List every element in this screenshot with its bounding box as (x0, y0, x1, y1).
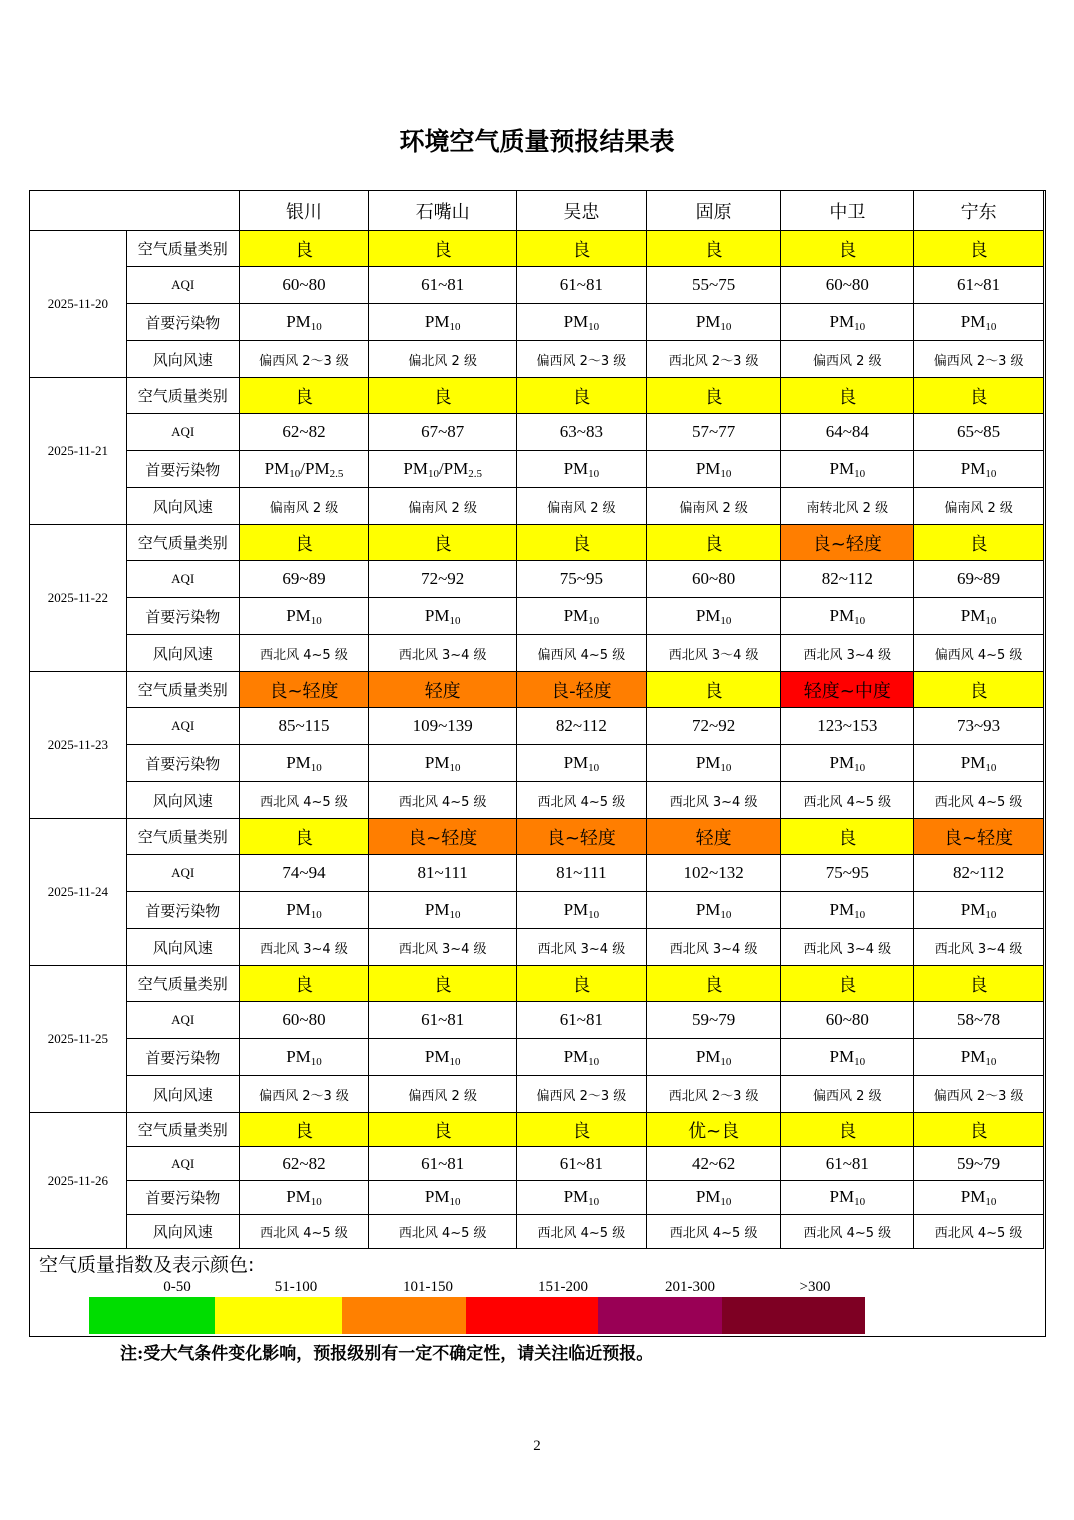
pollutant-cell: $PM_{10}$ (517, 304, 647, 341)
category-cell: 良 (369, 231, 517, 267)
aqi-cell: 59~79 (646, 1002, 781, 1039)
forecast-table-frame (29, 190, 1046, 1337)
aqi-cell: 64~84 (781, 414, 914, 451)
legend-color-swatch (466, 1297, 598, 1334)
pollutant-cell: $PM_{10}$ (369, 598, 517, 635)
aqi-cell: 61~81 (517, 1002, 647, 1039)
aqi-cell: 42~62 (646, 1147, 781, 1181)
wind-cell: 偏南风 2 级 (239, 488, 369, 525)
pollutant-cell: $PM_{10}$ (517, 745, 647, 782)
category-cell: 良 (781, 231, 914, 267)
category-cell: 良 (914, 1113, 1044, 1147)
pollutant-cell: $PM_{10}$ (781, 745, 914, 782)
row-label-category: 空气质量类别 (126, 378, 239, 414)
wind-cell: 西北风 4~5 级 (646, 1215, 781, 1249)
wind-cell: 西北风 4~5 级 (239, 635, 369, 672)
wind-cell: 偏西风 2 级 (781, 341, 914, 378)
row-pollutant (30, 451, 1044, 488)
pollutant-cell: $PM_{10}$ (369, 892, 517, 929)
row-wind (30, 1215, 1044, 1249)
forecast-date: 2025-11-23 (30, 672, 127, 819)
aqi-cell: 61~81 (781, 1147, 914, 1181)
row-label-aqi: AQI (126, 267, 239, 304)
aqi-cell: 57~77 (646, 414, 781, 451)
row-label-wind: 风向风速 (126, 929, 239, 966)
row-label-wind: 风向风速 (126, 635, 239, 672)
wind-cell: 西北风 4~5 级 (239, 1215, 369, 1249)
aqi-cell: 85~115 (239, 708, 369, 745)
row-category (30, 378, 1044, 414)
aqi-cell: 72~92 (646, 708, 781, 745)
legend-color-swatch (722, 1297, 865, 1334)
pollutant-cell: $PM_{10}$ (914, 1181, 1044, 1215)
wind-cell: 西北风 3~4 级 (646, 782, 781, 819)
legend-range-label: 101-150 (403, 1279, 453, 1295)
row-label-wind: 风向风速 (126, 1215, 239, 1249)
wind-cell: 南转北风 2 级 (781, 488, 914, 525)
wind-cell: 西北风 4~5 级 (517, 782, 647, 819)
category-cell: 良 (239, 1113, 369, 1147)
wind-cell: 西北风 4~5 级 (369, 782, 517, 819)
wind-cell: 西北风 3~4 级 (781, 929, 914, 966)
legend-title: 空气质量指数及表示颜色: (39, 1254, 255, 1276)
row-aqi (30, 855, 1044, 892)
aqi-cell: 74~94 (239, 855, 369, 892)
row-label-aqi: AQI (126, 708, 239, 745)
pollutant-cell: $PM_{10}$ (646, 304, 781, 341)
aqi-cell: 61~81 (369, 1002, 517, 1039)
row-aqi (30, 1147, 1044, 1181)
row-label-aqi: AQI (126, 855, 239, 892)
aqi-cell: 102~132 (646, 855, 781, 892)
aqi-cell: 69~89 (239, 561, 369, 598)
aqi-cell: 62~82 (239, 414, 369, 451)
city-header: 石嘴山 (369, 191, 517, 231)
row-label-category: 空气质量类别 (126, 525, 239, 561)
pollutant-cell: $PM_{10}/PM_{2.5}$ (369, 451, 517, 488)
wind-cell: 西北风 3~4 级 (781, 635, 914, 672)
row-label-category: 空气质量类别 (126, 966, 239, 1002)
row-label-aqi: AQI (126, 1147, 239, 1181)
row-wind (30, 635, 1044, 672)
wind-cell: 偏西风 4~5 级 (517, 635, 647, 672)
row-pollutant (30, 1181, 1044, 1215)
aqi-cell: 61~81 (517, 267, 647, 304)
pollutant-cell: $PM_{10}$ (781, 304, 914, 341)
pollutant-cell: $PM_{10}$ (239, 598, 369, 635)
aqi-cell: 82~112 (781, 561, 914, 598)
wind-cell: 西北风 4~5 级 (369, 1215, 517, 1249)
category-cell: 轻度 (369, 672, 517, 708)
category-cell: 良 (646, 525, 781, 561)
city-header: 固原 (646, 191, 781, 231)
aqi-cell: 60~80 (239, 1002, 369, 1039)
category-cell: 良 (646, 378, 781, 414)
wind-cell: 偏西风 2 级 (781, 1076, 914, 1113)
row-wind (30, 488, 1044, 525)
wind-cell: 西北风 3~4 级 (914, 929, 1044, 966)
row-wind (30, 1076, 1044, 1113)
pollutant-cell: $PM_{10}$ (369, 1181, 517, 1215)
row-aqi (30, 708, 1044, 745)
aqi-cell: 72~92 (369, 561, 517, 598)
category-cell: 良 (781, 1113, 914, 1147)
row-label-pollutant: 首要污染物 (126, 1181, 239, 1215)
category-cell: 良 (646, 231, 781, 267)
pollutant-cell: $PM_{10}$ (914, 598, 1044, 635)
pollutant-cell: $PM_{10}$ (781, 1039, 914, 1076)
pollutant-cell: $PM_{10}$ (781, 892, 914, 929)
wind-cell: 西北风 4~5 级 (239, 782, 369, 819)
city-header: 银川 (239, 191, 369, 231)
row-category (30, 1113, 1044, 1147)
aqi-cell: 109~139 (369, 708, 517, 745)
pollutant-cell: $PM_{10}$ (369, 745, 517, 782)
category-cell: 良~轻度 (239, 672, 369, 708)
pollutant-cell: $PM_{10}$ (369, 1039, 517, 1076)
row-category (30, 672, 1044, 708)
page-number: 2 (533, 1438, 541, 1454)
aqi-cell: 55~75 (646, 267, 781, 304)
wind-cell: 偏北风 2 级 (369, 341, 517, 378)
aqi-cell: 75~95 (781, 855, 914, 892)
row-pollutant (30, 304, 1044, 341)
row-label-wind: 风向风速 (126, 1076, 239, 1113)
row-label-category: 空气质量类别 (126, 819, 239, 855)
wind-cell: 西北风 4~5 级 (914, 782, 1044, 819)
aqi-cell: 60~80 (646, 561, 781, 598)
wind-cell: 西北风 4~5 级 (781, 782, 914, 819)
forecast-note: 注:受大气条件变化影响，预报级别有一定不确定性，请关注临近预报。 (120, 1344, 654, 1364)
aqi-cell: 60~80 (239, 267, 369, 304)
category-cell: 良 (646, 966, 781, 1002)
wind-cell: 偏南风 2 级 (646, 488, 781, 525)
legend-color-swatch (598, 1297, 722, 1334)
pollutant-cell: $PM_{10}$ (646, 598, 781, 635)
row-aqi (30, 267, 1044, 304)
forecast-date: 2025-11-22 (30, 525, 127, 672)
category-cell: 良 (239, 525, 369, 561)
category-cell: 良 (517, 525, 647, 561)
row-label-wind: 风向风速 (126, 341, 239, 378)
city-header: 吴忠 (517, 191, 647, 231)
row-label-aqi: AQI (126, 414, 239, 451)
city-header: 中卫 (781, 191, 914, 231)
wind-cell: 偏西风 2 级 (369, 1076, 517, 1113)
row-aqi (30, 414, 1044, 451)
row-category (30, 525, 1044, 561)
category-cell: 良~轻度 (369, 819, 517, 855)
forecast-table (29, 190, 1044, 1249)
forecast-date: 2025-11-20 (30, 231, 127, 378)
pollutant-cell: $PM_{10}$ (369, 304, 517, 341)
page-title: 环境空气质量预报结果表 (399, 127, 675, 156)
pollutant-cell: $PM_{10}$ (914, 892, 1044, 929)
pollutant-cell: $PM_{10}$ (646, 1181, 781, 1215)
pollutant-cell: $PM_{10}$ (781, 1181, 914, 1215)
forecast-date: 2025-11-21 (30, 378, 127, 525)
aqi-cell: 63~83 (517, 414, 647, 451)
legend-range-label: 0-50 (163, 1279, 191, 1295)
category-cell: 良 (781, 378, 914, 414)
legend-color-swatch (342, 1297, 466, 1334)
row-aqi (30, 561, 1044, 598)
category-cell: 良-轻度 (517, 672, 647, 708)
pollutant-cell: $PM_{10}$ (914, 304, 1044, 341)
category-cell: 良 (914, 966, 1044, 1002)
aqi-cell: 61~81 (369, 1147, 517, 1181)
aqi-cell: 69~89 (914, 561, 1044, 598)
category-cell: 良 (914, 672, 1044, 708)
header-corner (30, 191, 240, 231)
category-cell: 良 (914, 378, 1044, 414)
wind-cell: 偏西风 2～3 级 (517, 341, 647, 378)
aqi-cell: 61~81 (914, 267, 1044, 304)
wind-cell: 偏南风 2 级 (517, 488, 647, 525)
aqi-cell: 61~81 (369, 267, 517, 304)
aqi-cell: 81~111 (517, 855, 647, 892)
pollutant-cell: $PM_{10}$ (646, 1039, 781, 1076)
row-pollutant (30, 745, 1044, 782)
row-label-pollutant: 首要污染物 (126, 304, 239, 341)
row-pollutant (30, 1039, 1044, 1076)
aqi-cell: 81~111 (369, 855, 517, 892)
wind-cell: 偏西风 4~5 级 (914, 635, 1044, 672)
category-cell: 轻度 (646, 819, 781, 855)
row-label-aqi: AQI (126, 561, 239, 598)
aqi-cell: 75~95 (517, 561, 647, 598)
row-label-wind: 风向风速 (126, 488, 239, 525)
category-cell: 良~轻度 (914, 819, 1044, 855)
aqi-cell: 123~153 (781, 708, 914, 745)
aqi-cell: 61~81 (517, 1147, 647, 1181)
category-cell: 良 (781, 819, 914, 855)
row-wind (30, 341, 1044, 378)
legend-color-swatch (89, 1297, 215, 1334)
category-cell: 良 (517, 966, 647, 1002)
row-label-aqi: AQI (126, 1002, 239, 1039)
aqi-cell: 60~80 (781, 1002, 914, 1039)
wind-cell: 西北风 3~4 级 (369, 929, 517, 966)
pollutant-cell: $PM_{10}$ (239, 304, 369, 341)
aqi-cell: 58~78 (914, 1002, 1044, 1039)
row-pollutant (30, 892, 1044, 929)
category-cell: 良 (369, 966, 517, 1002)
category-cell: 良 (517, 378, 647, 414)
category-cell: 良 (239, 378, 369, 414)
category-cell: 良 (646, 672, 781, 708)
pollutant-cell: $PM_{10}$ (517, 598, 647, 635)
wind-cell: 偏西风 2～3 级 (239, 1076, 369, 1113)
category-cell: 良 (517, 1113, 647, 1147)
forecast-date: 2025-11-25 (30, 966, 127, 1113)
wind-cell: 西北风 3~4 级 (369, 635, 517, 672)
category-cell: 良 (781, 966, 914, 1002)
pollutant-cell: $PM_{10}$ (914, 1039, 1044, 1076)
wind-cell: 西北风 4~5 级 (517, 1215, 647, 1249)
wind-cell: 西北风 3~4 级 (239, 929, 369, 966)
wind-cell: 西北风 4~5 级 (781, 1215, 914, 1249)
wind-cell: 偏西风 2～3 级 (914, 1076, 1044, 1113)
aqi-cell: 67~87 (369, 414, 517, 451)
wind-cell: 西北风 2～3 级 (646, 1076, 781, 1113)
row-pollutant (30, 598, 1044, 635)
pollutant-cell: $PM_{10}$ (517, 1039, 647, 1076)
category-cell: 良 (914, 525, 1044, 561)
row-label-pollutant: 首要污染物 (126, 745, 239, 782)
legend-range-label: 201-300 (665, 1279, 715, 1295)
pollutant-cell: $PM_{10}$ (914, 745, 1044, 782)
category-cell: 良 (914, 231, 1044, 267)
wind-cell: 西北风 3～4 级 (646, 635, 781, 672)
category-cell: 良 (239, 231, 369, 267)
aqi-cell: 60~80 (781, 267, 914, 304)
row-category (30, 819, 1044, 855)
category-cell: 良 (517, 231, 647, 267)
row-label-pollutant: 首要污染物 (126, 598, 239, 635)
wind-cell: 偏西风 2～3 级 (914, 341, 1044, 378)
wind-cell: 偏南风 2 级 (914, 488, 1044, 525)
row-label-pollutant: 首要污染物 (126, 451, 239, 488)
category-cell: 良 (239, 966, 369, 1002)
pollutant-cell: $PM_{10}$ (646, 745, 781, 782)
row-wind (30, 782, 1044, 819)
aqi-cell: 82~112 (517, 708, 647, 745)
legend-color-swatch (215, 1297, 342, 1334)
category-cell: 轻度~中度 (781, 672, 914, 708)
legend-range-label: 151-200 (538, 1279, 588, 1295)
pollutant-cell: $PM_{10}$ (781, 451, 914, 488)
pollutant-cell: $PM_{10}$ (517, 892, 647, 929)
wind-cell: 西北风 2～3 级 (646, 341, 781, 378)
row-label-category: 空气质量类别 (126, 231, 239, 267)
row-label-wind: 风向风速 (126, 782, 239, 819)
aqi-cell: 65~85 (914, 414, 1044, 451)
category-cell: 良 (369, 1113, 517, 1147)
category-cell: 良 (369, 378, 517, 414)
wind-cell: 西北风 3~4 级 (646, 929, 781, 966)
header-row (30, 191, 1044, 231)
category-cell: 优~良 (646, 1113, 781, 1147)
pollutant-cell: $PM_{10}/PM_{2.5}$ (239, 451, 369, 488)
pollutant-cell: $PM_{10}$ (914, 451, 1044, 488)
category-cell: 良 (369, 525, 517, 561)
row-aqi (30, 1002, 1044, 1039)
aqi-cell: 73~93 (914, 708, 1044, 745)
category-cell: 良 (239, 819, 369, 855)
pollutant-cell: $PM_{10}$ (517, 1181, 647, 1215)
pollutant-cell: $PM_{10}$ (239, 1181, 369, 1215)
forecast-date: 2025-11-24 (30, 819, 127, 966)
legend-range-label: 51-100 (274, 1279, 318, 1295)
row-wind (30, 929, 1044, 966)
row-label-pollutant: 首要污染物 (126, 1039, 239, 1076)
pollutant-cell: $PM_{10}$ (239, 892, 369, 929)
row-label-category: 空气质量类别 (126, 1113, 239, 1147)
pollutant-cell: $PM_{10}$ (646, 892, 781, 929)
category-cell: 良~轻度 (517, 819, 647, 855)
category-cell: 良~轻度 (781, 525, 914, 561)
row-category (30, 231, 1044, 267)
pollutant-cell: $PM_{10}$ (239, 1039, 369, 1076)
legend-range-label: >300 (799, 1279, 831, 1295)
forecast-date: 2025-11-26 (30, 1113, 127, 1249)
wind-cell: 西北风 3~4 级 (517, 929, 647, 966)
pollutant-cell: $PM_{10}$ (646, 451, 781, 488)
pollutant-cell: $PM_{10}$ (517, 451, 647, 488)
wind-cell: 偏南风 2 级 (369, 488, 517, 525)
wind-cell: 西北风 4~5 级 (914, 1215, 1044, 1249)
row-label-pollutant: 首要污染物 (126, 892, 239, 929)
pollutant-cell: $PM_{10}$ (781, 598, 914, 635)
aqi-cell: 59~79 (914, 1147, 1044, 1181)
pollutant-cell: $PM_{10}$ (239, 745, 369, 782)
wind-cell: 偏西风 2～3 级 (517, 1076, 647, 1113)
wind-cell: 偏西风 2～3 级 (239, 341, 369, 378)
city-header: 宁东 (914, 191, 1044, 231)
row-category (30, 966, 1044, 1002)
aqi-cell: 62~82 (239, 1147, 369, 1181)
aqi-cell: 82~112 (914, 855, 1044, 892)
row-label-category: 空气质量类别 (126, 672, 239, 708)
